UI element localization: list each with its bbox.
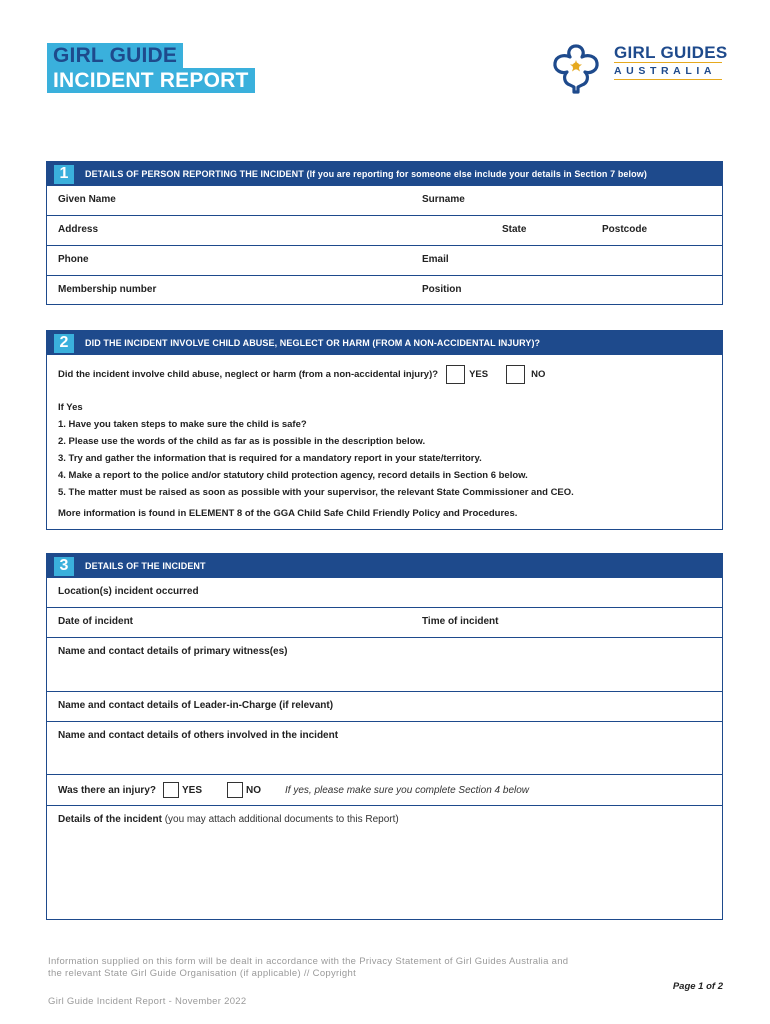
abuse-no-checkbox[interactable] (506, 365, 525, 384)
section-title (85, 169, 647, 179)
more-info-note: More information is found in ELEMENT 8 of the GGA Child Safe Child Friendly Policy and Procedures. (58, 508, 518, 519)
section-2-header (47, 331, 722, 355)
row-details[interactable] (47, 805, 722, 919)
list-item: 2. Please use the words of the child as far as is possible in the description below. (58, 436, 426, 447)
section-1-title-note: (If you are reporting for someone else include your details in Section 7 below) (306, 169, 647, 179)
row-witness[interactable] (47, 637, 722, 691)
section-3-header (47, 554, 722, 578)
document-version: Girl Guide Incident Report - November 2022 (48, 996, 247, 1007)
abuse-question: Did the incident involve child abuse, neglect or harm (from a non-accidental injury)? (58, 368, 439, 380)
privacy-statement (48, 956, 648, 980)
list-item: 3. Try and gather the information that is required for a mandatory report in your state/territory. (58, 453, 482, 464)
logo-text-girl-guides: GIRL GUIDES (614, 43, 728, 62)
privacy-line-2: the relevant State Girl Guide Organisation (if applicable) // Copyright (48, 968, 357, 979)
trefoil-icon (548, 40, 604, 94)
row-leader[interactable] (47, 691, 722, 721)
page-number: Page 1 of 2 (672, 981, 723, 992)
privacy-line-1: Information supplied on this form will be dealt in accordance with the Privacy Statement of Girl Guides Australia and (48, 956, 569, 967)
phone-label: Phone (58, 254, 89, 265)
document-title (47, 43, 255, 93)
details-note: (you may attach additional documents to this Report) (164, 814, 399, 825)
details-label: Details of the incident (58, 814, 162, 825)
section-3-incident-details (46, 553, 723, 920)
title-line-1: GIRL GUIDE (47, 43, 183, 68)
logo-rule-bottom (614, 79, 722, 80)
abuse-no-label: NO (531, 368, 546, 380)
email-label: Email (422, 254, 449, 265)
state-label: State (502, 224, 527, 235)
list-item: 4. Make a report to the police and/or statutory child protection agency, record details in Section 6 below. (58, 470, 528, 481)
row-injury (47, 774, 722, 805)
address-label: Address (58, 224, 99, 235)
injury-note: If yes, please make sure you complete Section 4 below (285, 784, 530, 796)
section-number: 2 (54, 334, 74, 353)
row-contact[interactable] (47, 245, 722, 275)
if-yes-list (58, 399, 711, 501)
abuse-yes-checkbox[interactable] (446, 365, 465, 384)
injury-no-checkbox[interactable] (227, 782, 243, 798)
details-label-group (58, 814, 399, 825)
leader-label: Name and contact details of Leader-in-Charge (if relevant) (58, 700, 334, 711)
row-date-time[interactable] (47, 607, 722, 637)
section-2-child-abuse (46, 330, 723, 530)
time-label: Time of incident (422, 616, 499, 627)
postcode-label: Postcode (602, 224, 648, 235)
abuse-yes-label: YES (469, 368, 489, 380)
row-names[interactable] (47, 186, 722, 215)
abuse-question-row (58, 363, 711, 385)
given-name-label: Given Name (58, 194, 116, 205)
row-membership[interactable] (47, 275, 722, 304)
section-3-title: DETAILS OF THE INCIDENT (85, 561, 206, 571)
section-2-body (47, 355, 722, 529)
list-item: 1. Have you taken steps to make sure the child is safe? (58, 419, 307, 430)
position-label: Position (422, 284, 462, 295)
date-label: Date of incident (58, 616, 134, 627)
row-location[interactable] (47, 578, 722, 607)
others-label: Name and contact details of others involved in the incident (58, 730, 339, 741)
location-label: Location(s) incident occurred (58, 586, 199, 597)
section-1-header (47, 162, 722, 186)
row-address[interactable] (47, 215, 722, 245)
witness-label: Name and contact details of primary witness(es) (58, 646, 288, 657)
logo-rule (614, 62, 722, 63)
injury-yes-checkbox[interactable] (163, 782, 179, 798)
section-2-title: DID THE INCIDENT INVOLVE CHILD ABUSE, NEGLECT OR HARM (FROM A NON-ACCIDENTAL INJURY)? (85, 338, 541, 348)
section-1-title: DETAILS OF PERSON REPORTING THE INCIDENT (85, 169, 304, 179)
membership-label: Membership number (58, 284, 157, 295)
row-others[interactable] (47, 721, 722, 774)
injury-question: Was there an injury? (58, 784, 156, 796)
section-1-reporter-details (46, 161, 723, 305)
section-number: 1 (54, 165, 74, 184)
if-yes-heading: If Yes (58, 402, 83, 413)
surname-label: Surname (422, 194, 465, 205)
injury-question-row (58, 782, 529, 798)
logo-text-australia: AUSTRALIA (614, 65, 717, 77)
title-line-2: INCIDENT REPORT (47, 68, 255, 93)
list-item: 5. The matter must be raised as soon as possible with your supervisor, the relevant State Commissioner and CEO. (58, 487, 574, 498)
girl-guides-logo (548, 40, 728, 96)
injury-no-label: NO (246, 784, 261, 796)
injury-yes-label: YES (181, 784, 202, 796)
section-number: 3 (54, 557, 74, 576)
